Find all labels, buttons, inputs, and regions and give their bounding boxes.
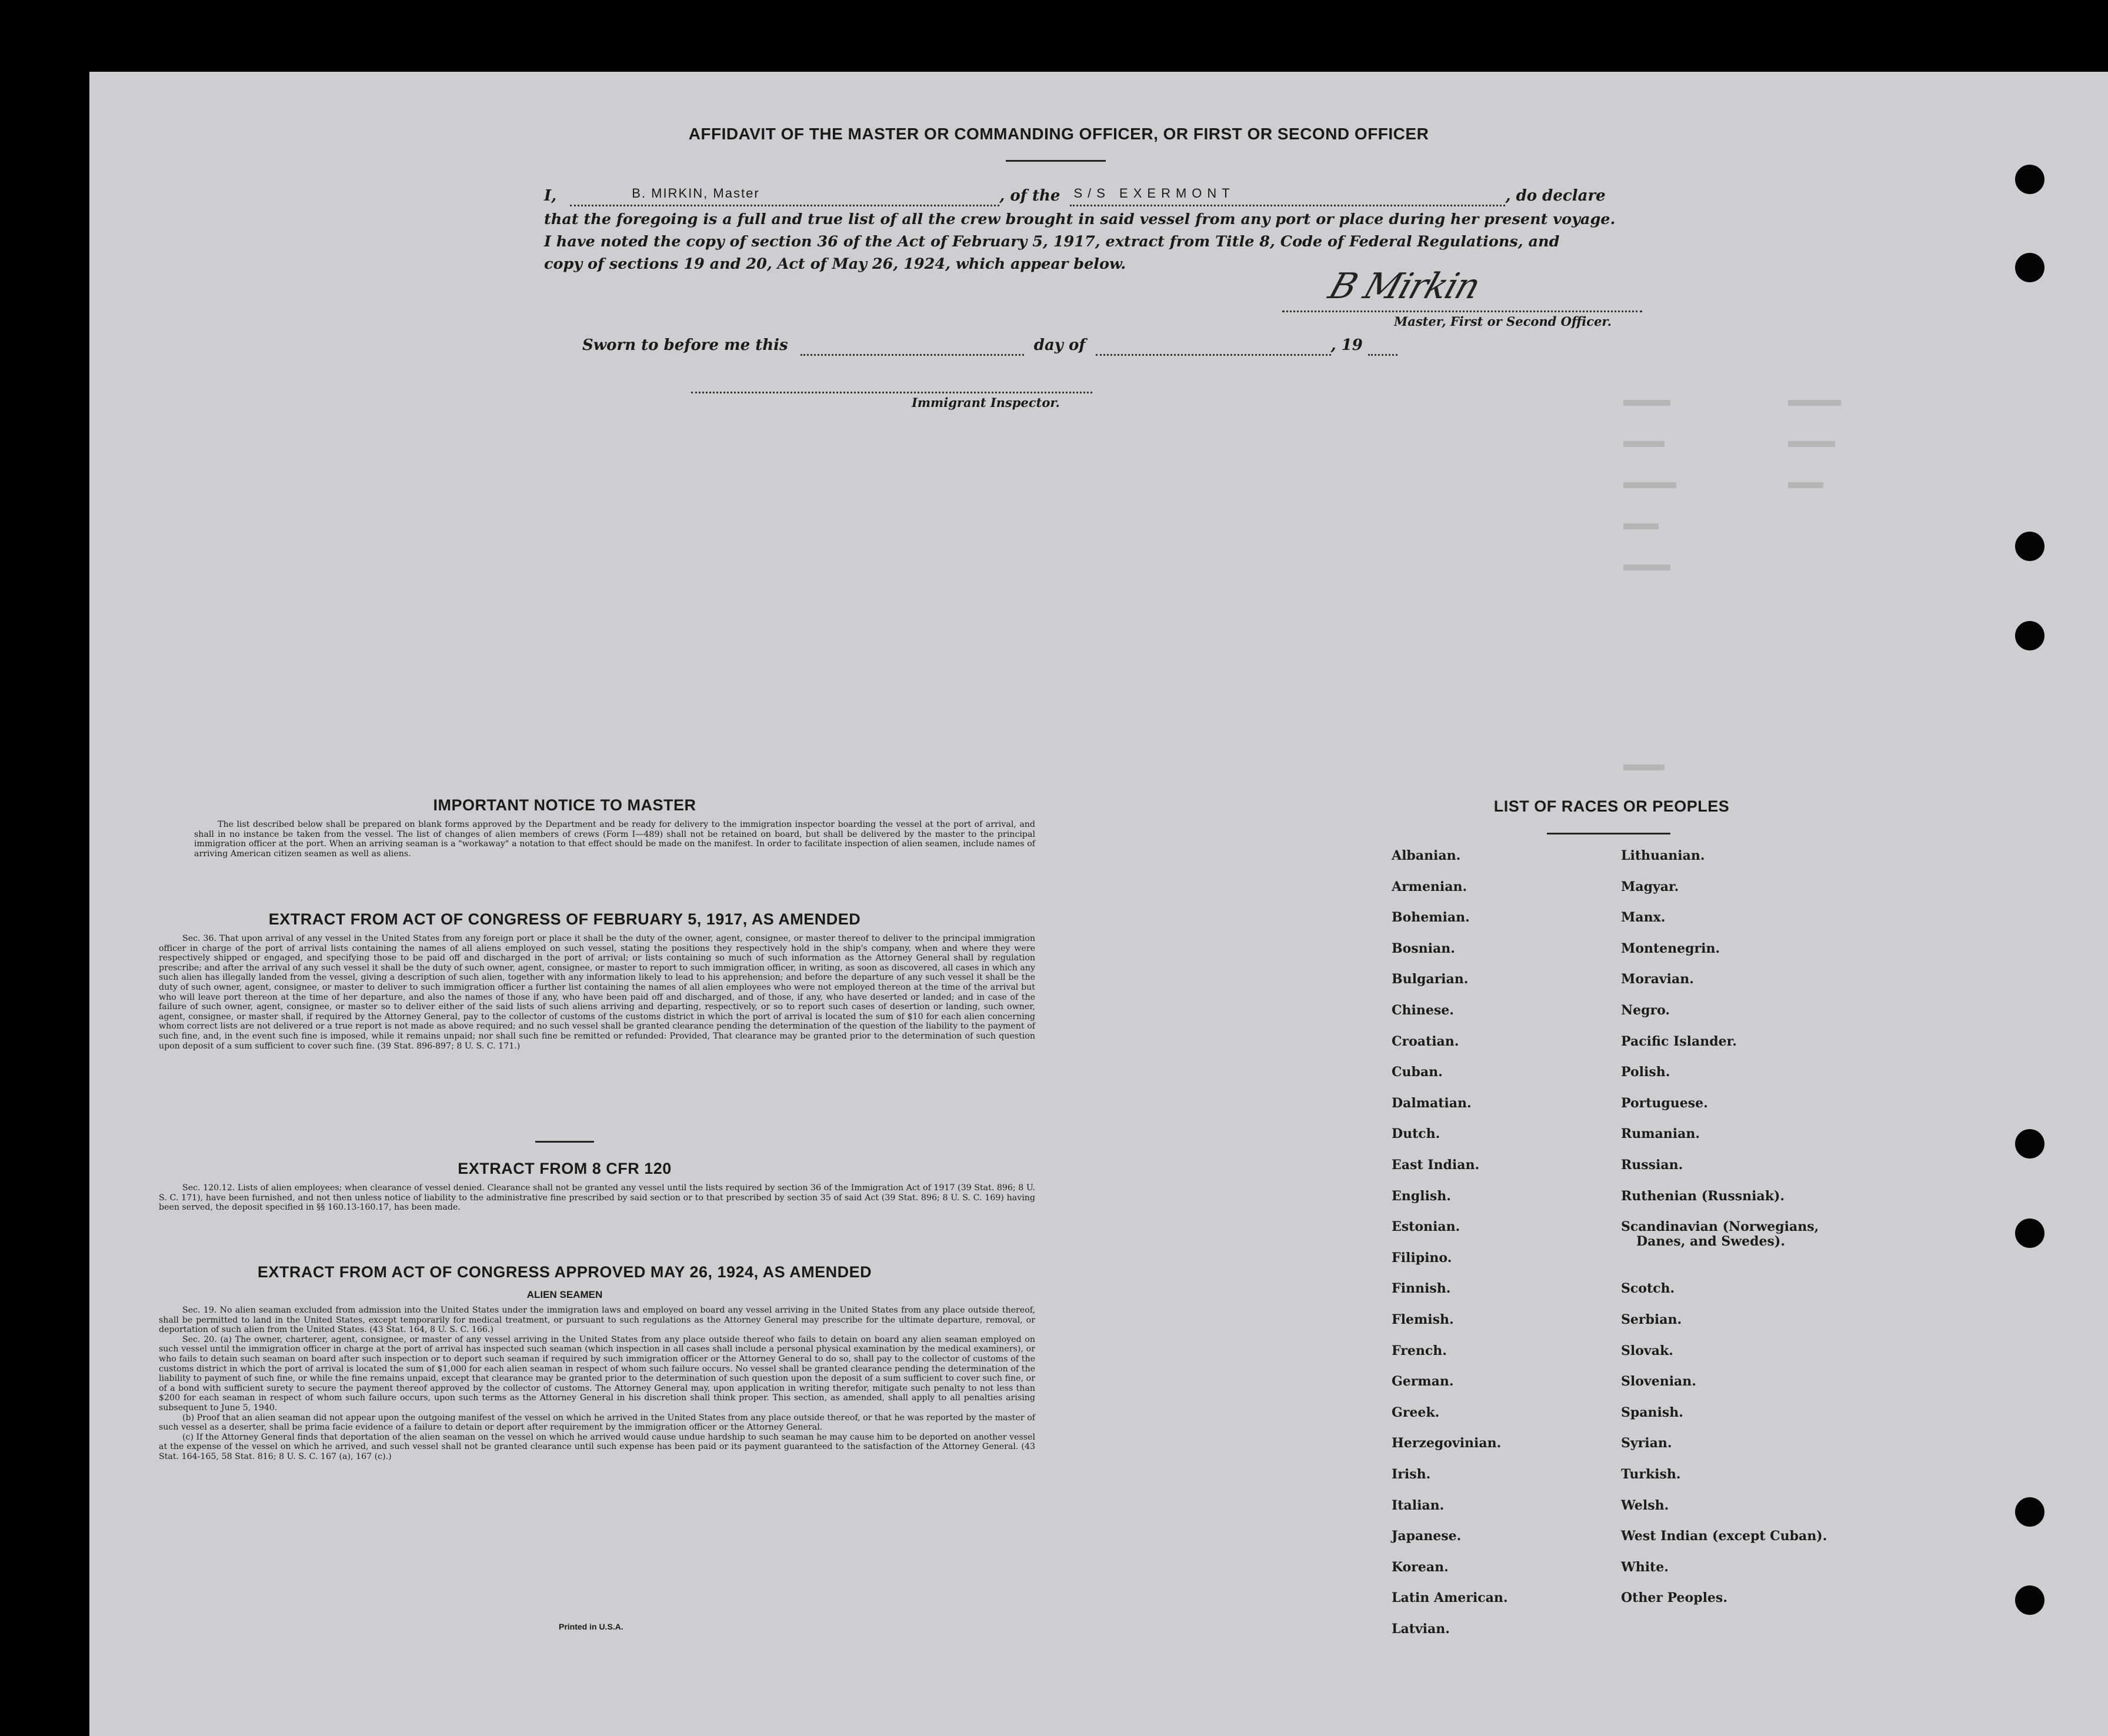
sworn-day-field xyxy=(800,336,1024,356)
race-item: Chinese. xyxy=(1392,1003,1454,1018)
race-item: Korean. xyxy=(1392,1559,1449,1575)
declaration-line-2: that the foregoing is a full and true list of all the crew brought in said vessel from any port or place during her present voyage. xyxy=(544,211,1616,228)
notice-paragraph: The list described below shall be prepared on blank forms approved by the Department and be ready for delivery to the immigration inspector boarding the vessel at the port of arrival, and shall in no instance be taken from the vessel. The list of changes of alien members of crews (Form I—489) shall not be retained on board, but shall be delivered by the master to the principal immigration officer at the port. When an arriving seaman is a "workaway" a notation to that effect should be made on the manifest. In order to facilitate inspection of alien seamen, include names of arriving American citizen seamen as well as aliens. xyxy=(194,820,1035,859)
race-item: Danes, and Swedes). xyxy=(1636,1234,1785,1250)
race-item: Russian. xyxy=(1621,1157,1683,1173)
race-item: Pacific Islander. xyxy=(1621,1033,1737,1049)
signature-caption: Master, First or Second Officer. xyxy=(1394,314,1612,329)
race-item: French. xyxy=(1392,1343,1447,1358)
race-item: Finnish. xyxy=(1392,1281,1451,1297)
race-item: Greek. xyxy=(1392,1404,1440,1420)
sworn-month-field xyxy=(1096,336,1331,356)
sec20c-paragraph: (c) If the Attorney General finds that deportation of the alien seaman on the vessel on which he arrived would cause undue hardship to such seaman he may cause him to be deported on another vessel at the expense of the vessel on which he arrived, and such vessel shall not be granted clearance until such expense has been paid or its payment guaranteed to the satisfaction of the Attorney General. (43 Stat. 164-165, 58 Stat. 816; 8 U. S. C. 167 (a), 167 (c).) xyxy=(159,1432,1035,1461)
punch-hole xyxy=(2015,253,2044,282)
sec36-paragraph: Sec. 36. That upon arrival of any vessel in the United States from any foreign port or place it shall be the duty of the owner, agent, consignee, or master thereof to deliver to the principal immigration officer in charge of the port of arrival lists containing the names of all aliens employed on such vessel, stating the positions they respectively hold in the ship's company, when and where they were respectively shipped or engaged, and specifying those to be paid off and discharged in the port of arrival; or lists containing so much of such information as the Attorney General shall by regulation prescribe; and after the arrival of any such vessel it shall be the duty of such owner, agent, consignee, or master to report to such immigration officer, in writing, as soon as discovered, all cases in which any such alien has illegally landed from the vessel, giving a description of such alien, together with any information likely to lead to his apprehension; and before the departure of any such vessel it shall be the duty of such owner, agent, consignee, or master to deliver to such immigration officer a further list containing the names of all alien employees who were not employed thereon at the time of the arrival but who will leave port thereon at the time of her departure, and also the names of those if any, who have been paid off and discharged, and of those, if any, who have deserted or landed; and in case of the failure of such owner, agent, consignee, or master so to deliver either of the said lists of such aliens arriving and departing, respectively, or so to report such cases of desertion or landing, such owner, agent, consignee, or master shall, if required by the Attorney General, pay to the collector of customs of the customs district in which the port of arrival is located the sum of $10 for each alien concerning whom correct lists are not delivered or a true report is not made as above required; and no such vessel shall be granted clearance pending the determination of the question of the liability to the payment of such fine, and, in the event such fine is imposed, while it remains unpaid; nor shall such fine be remitted or refunded: Provided, That clearance may be granted prior to the determination of such question upon deposit of a sum sufficient to cover such fine. (39 Stat. 896-897; 8 U. S. C. 171.) xyxy=(159,934,1036,1051)
race-item: Moravian. xyxy=(1621,972,1694,987)
master-name-field xyxy=(570,187,999,206)
i-label: I, xyxy=(544,187,557,205)
day-of-label: day of xyxy=(1033,336,1086,354)
declaration-line-4: copy of sections 19 and 20, Act of May 26, 1924, which appear below. xyxy=(544,255,1126,273)
printed-in-usa: Printed in U.S.A. xyxy=(559,1622,623,1631)
race-item: Turkish. xyxy=(1621,1467,1681,1482)
race-item: Lithuanian. xyxy=(1621,848,1705,863)
race-item: Bohemian. xyxy=(1392,910,1470,926)
races-title-rule xyxy=(1547,833,1670,834)
race-item: Herzegovinian. xyxy=(1392,1435,1502,1451)
sec20b-paragraph: (b) Proof that an alien seaman did not appear upon the outgoing manifest of the vessel on which he arrived in the United States from any place outside thereof, or that he was reported by the master of such vessel as a deserter, shall be prima facie evidence of a failure to detain or deport after requirement by the immigration officer or the Attorney General. xyxy=(159,1413,1035,1433)
declaration-line-3: I have noted the copy of section 36 of the Act of February 5, 1917, extract from Title 8, Code of Federal Regulations, and xyxy=(544,233,1560,251)
of-the-label: , of the xyxy=(999,187,1060,205)
race-item: Armenian. xyxy=(1392,879,1467,894)
race-item: Scotch. xyxy=(1621,1281,1675,1297)
race-item: Magyar. xyxy=(1621,879,1679,894)
race-item: English. xyxy=(1392,1188,1451,1204)
race-item: Montenegrin. xyxy=(1621,940,1720,956)
punch-hole xyxy=(2015,165,2044,194)
sworn-line xyxy=(582,336,1397,356)
race-item: Japanese. xyxy=(1392,1528,1462,1544)
affidavit-title: AFFIDAVIT OF THE MASTER OR COMMANDING OFFICER, OR FIRST OR SECOND OFFICER xyxy=(688,125,1429,143)
race-item: Estonian. xyxy=(1392,1219,1460,1235)
extract-1917-title: EXTRACT FROM ACT OF CONGRESS OF FEBRUARY 5, 1917, AS AMENDED xyxy=(268,910,861,928)
sec120-paragraph: Sec. 120.12. Lists of alien employees; when clearance of vessel denied. Clearance shall not be granted any vessel until the lists required by section 36 of the Immigration Act of 1917 (39 Stat. 896; 8 U. S. C. 171), have been furnished, and not then unless notice of liability to the administrative fine prescribed by said section or to that prescribed by section 35 of said Act (39 Stat. 896; 8 U. S. C. 169) having been served, the deposit specified in §§ 160.13-160.17, has been made. xyxy=(159,1183,1035,1213)
race-item: Dutch. xyxy=(1392,1126,1440,1142)
punch-hole xyxy=(2015,1497,2044,1527)
race-item: Latvian. xyxy=(1392,1621,1450,1637)
inspector-caption: Immigrant Inspector. xyxy=(912,395,1060,410)
sworn-label: Sworn to before me this xyxy=(582,336,788,354)
punch-hole xyxy=(2015,1585,2044,1615)
race-item: Italian. xyxy=(1392,1497,1445,1513)
race-item: Ruthenian (Russniak). xyxy=(1621,1188,1785,1204)
race-item: German. xyxy=(1392,1374,1454,1390)
vessel-name: S/S EXERMONT xyxy=(1073,186,1235,201)
race-item: Serbian. xyxy=(1621,1312,1682,1327)
race-item: Manx. xyxy=(1621,910,1666,926)
race-item: Albanian. xyxy=(1392,848,1461,863)
sec20a-paragraph: Sec. 20. (a) The owner, charterer, agent, consignee, or master of any vessel arriving in the United States from any place outside thereof who fails to detain on board any alien seaman employed on such vessel until the immigration officer in charge at the port of arrival has inspected such seaman (which inspection in all cases shall include a personal physical examination by the medical examiners), or who fails to detain such seaman on board after such inspection or to deport such seaman if required by such immigration officer or the Attorney General to do so, shall pay to the collector of customs of the customs district in which the port of arrival is located the sum of $1,000 for each alien seaman in respect of whom such failure occurs. No vessel shall be granted clearance pending the determination of the liability to payment of such fine, or while the fine remains unpaid, except that clearance may be granted prior to the determination of such question upon the deposit of a sum sufficient to cover such fine, or of a bond with sufficient surety to secure the payment thereof approved by the collector of customs. The Attorney General may, upon application in writing therefor, mitigate such penalty to not less than $200 for each seaman in respect of whom such failure occurs, upon such terms as the Attorney General in his discretion shall think proper. This section, as amended, shall apply to all penalties arising subsequent to June 5, 1940. xyxy=(159,1334,1035,1413)
extract-1917-text xyxy=(159,934,1035,1051)
sworn-year-field xyxy=(1368,336,1397,356)
race-item: Filipino. xyxy=(1392,1250,1452,1266)
sec19-paragraph: Sec. 19. No alien seaman excluded from admission into the United States under the immigration laws and employed on board any vessel arriving in the United States from any place outside thereof, shall be permitted to land in the United States, except temporarily for medical treatment, or pursuant to such regulations as the Attorney General may prescribe for the ultimate departure, removal, or deportation of such alien from the United States. (43 Stat. 164, 8 U. S. C. 166.) xyxy=(159,1306,1035,1335)
race-item: Slovenian. xyxy=(1621,1374,1696,1390)
race-item: Bosnian. xyxy=(1392,940,1455,956)
race-item: Croatian. xyxy=(1392,1033,1459,1049)
extract-1924-title: EXTRACT FROM ACT OF CONGRESS APPROVED MAY 26, 1924, AS AMENDED xyxy=(257,1263,872,1281)
cfr-text xyxy=(159,1183,1035,1213)
race-item: Slovak. xyxy=(1621,1343,1673,1358)
punch-hole xyxy=(2015,1129,2044,1159)
races-column-2 xyxy=(1621,848,1986,1636)
race-item: East Indian. xyxy=(1392,1157,1480,1173)
race-item: Welsh. xyxy=(1621,1497,1669,1513)
race-item: Dalmatian. xyxy=(1392,1095,1472,1111)
race-item: Flemish. xyxy=(1392,1312,1454,1327)
signature-line xyxy=(1282,311,1642,312)
punch-hole xyxy=(2015,621,2044,650)
race-item: Scandinavian (Norwegians, xyxy=(1621,1219,1819,1235)
race-item: White. xyxy=(1621,1559,1669,1575)
race-item: Bulgarian. xyxy=(1392,972,1469,987)
year-prefix: , 19 xyxy=(1330,336,1363,354)
inspector-line xyxy=(691,392,1092,393)
notice-text xyxy=(194,820,1035,859)
extract-1924-text xyxy=(159,1306,1035,1462)
race-item: Latin American. xyxy=(1392,1590,1508,1606)
race-item: Cuban. xyxy=(1392,1064,1443,1080)
race-item: West Indian (except Cuban). xyxy=(1621,1528,1827,1544)
races-title: LIST OF RACES OR PEOPLES xyxy=(1493,797,1730,815)
race-item: Portuguese. xyxy=(1621,1095,1708,1111)
section-rule xyxy=(535,1141,594,1143)
race-item: Irish. xyxy=(1392,1467,1431,1482)
title-rule xyxy=(1006,160,1106,162)
races-column-1 xyxy=(1392,848,1603,1636)
race-item: Other Peoples. xyxy=(1621,1590,1727,1606)
race-item: Syrian. xyxy=(1621,1435,1672,1451)
alien-seamen-subtitle: ALIEN SEAMEN xyxy=(526,1289,603,1300)
cfr-title: EXTRACT FROM 8 CFR 120 xyxy=(458,1160,672,1177)
punch-hole xyxy=(2015,1218,2044,1248)
vessel-name-field xyxy=(1070,187,1505,206)
race-item: Rumanian. xyxy=(1621,1126,1700,1142)
signature: B Mirkin xyxy=(1323,266,1485,307)
do-declare-label: , do declare xyxy=(1505,187,1606,205)
declaration-line-1 xyxy=(544,187,1644,206)
race-item: Spanish. xyxy=(1621,1404,1683,1420)
master-name: B. MIRKIN, Master xyxy=(632,186,760,201)
punch-hole xyxy=(2015,532,2044,561)
notice-title: IMPORTANT NOTICE TO MASTER xyxy=(433,796,696,814)
race-item: Negro. xyxy=(1621,1003,1670,1018)
race-item: Polish. xyxy=(1621,1064,1670,1080)
